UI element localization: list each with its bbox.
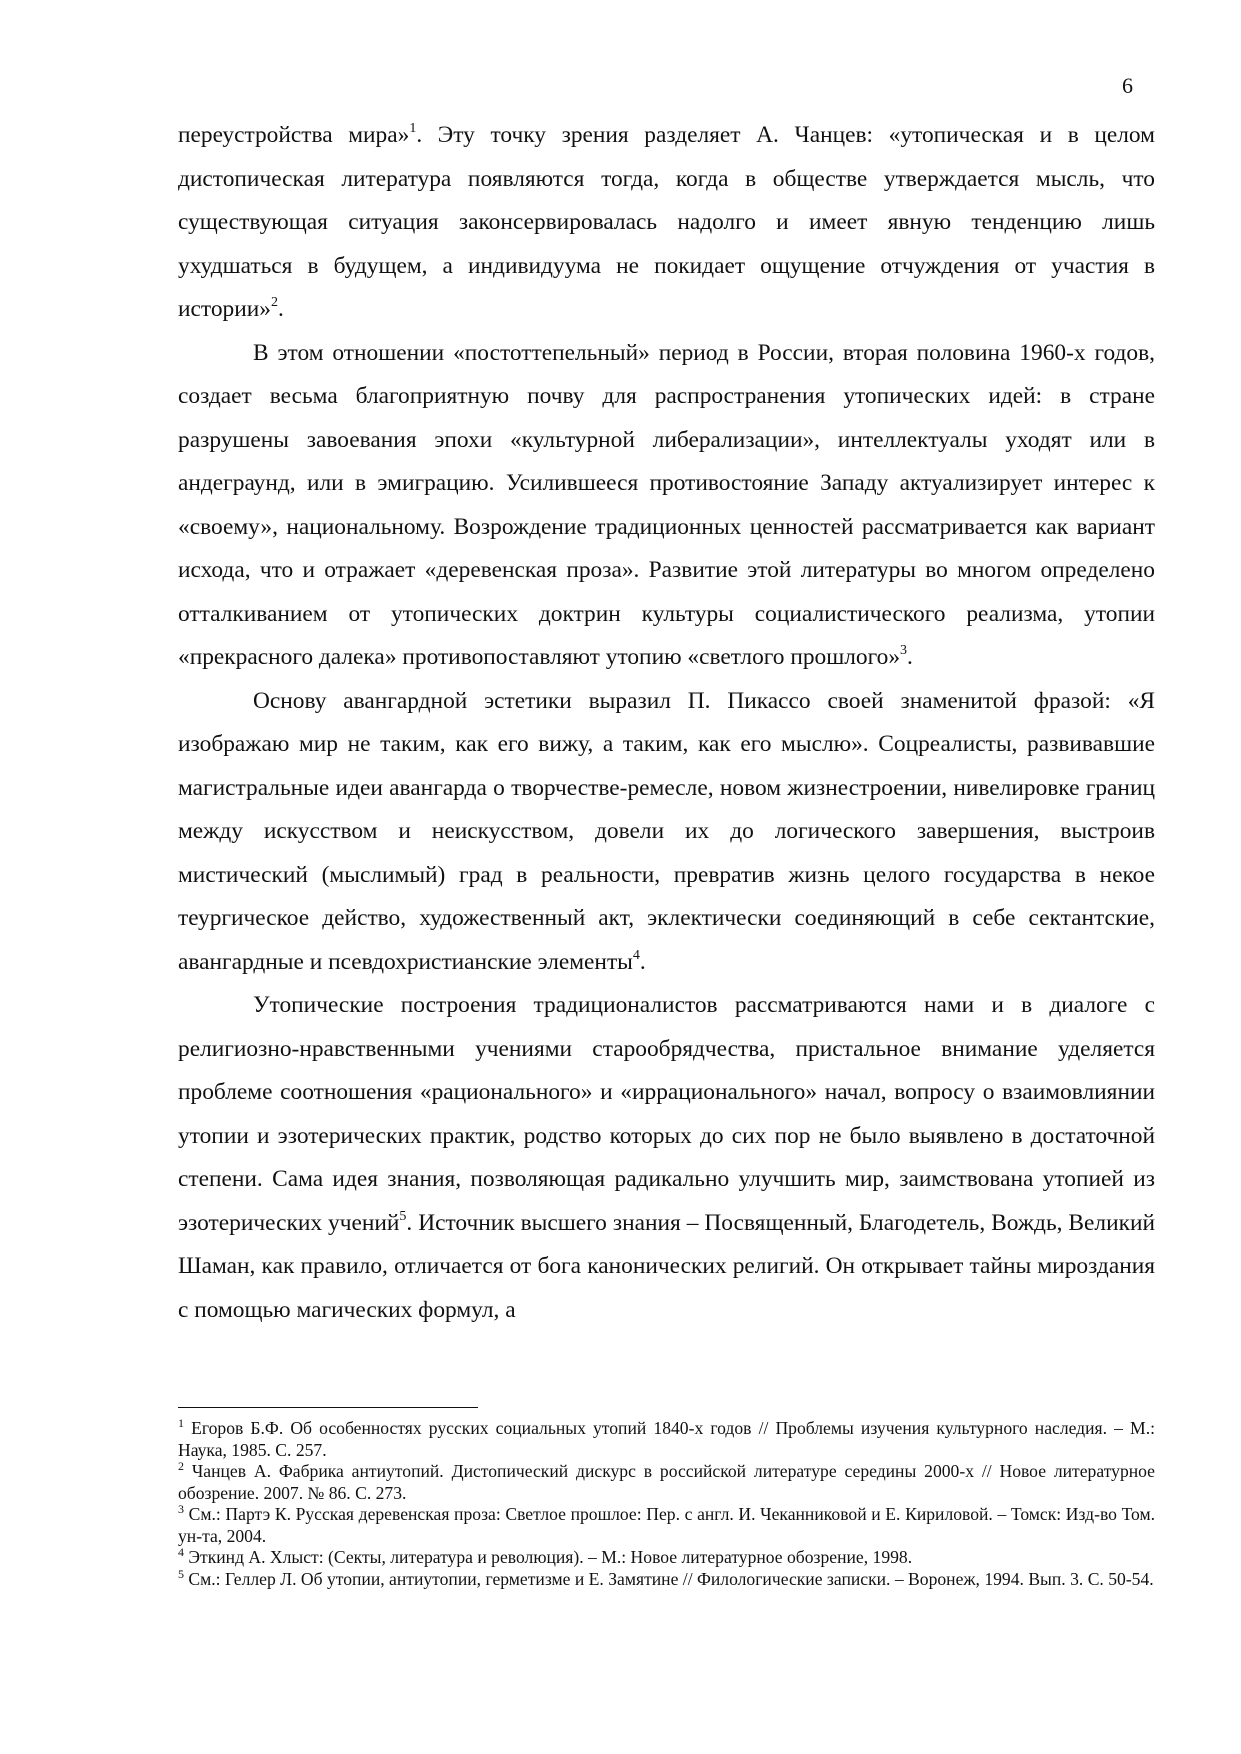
footnote-marker-4: 4 — [178, 1545, 184, 1559]
footnote-marker-3: 3 — [178, 1502, 184, 1516]
footnote-2 — [178, 1461, 1155, 1504]
footnote-ref-5[interactable]: 5 — [399, 1208, 407, 1224]
paragraph-4-text-b: . Источник высшего знания – Посвященный, Благодетель, Вождь, Великий Шаман, как правило, отличается от бога канонических религий. Он открывает тайны мироздания с помощью магических формул, а — [178, 1209, 1155, 1323]
paragraph-2-text-a: В этом отношении «постоттепельный» период в России, вторая половина 1960-х годов, создает весьма благоприятную почву для распространения утопических идей: в стране разрушены завоевания эпохи «культурной либерализации», интеллектуалы уходят или в андеграунд, или в эмиграцию. Усилившееся противостояние Западу актуализирует интерес к «своему», национальному. Возрождение традиционных ценностей рассматривается как вариант исхода, что и отражает «деревенская проза». Развитие этой литературы во многом определено отталкиванием от утопических доктрин культуры социалистического реализма, утопии «прекрасного далека» противопоставляют утопию «светлого прошлого» — [178, 339, 1155, 670]
footnote-5-text: См.: Геллер Л. Об утопии, антиутопии, герметизме и Е. Замятине // Филологические записки. – Воронеж, 1994. Вып. 3. С. 50-54. — [184, 1568, 1154, 1589]
footnote-separator — [178, 1407, 478, 1408]
footnote-4-text: Эткинд А. Хлыст: (Секты, литература и революция). – М.: Новое литературное обозрение, 1998. — [184, 1547, 913, 1567]
paragraph-4-text-a: Утопические построения традиционалистов рассматриваются нами и в диалоге с религиозно-нравственными учениями старообрядчества, пристальное внимание уделяется проблеме соотношения «рационального» и «иррационального» начал, вопросу о взаимовлиянии утопии и эзотерических практик, родство которых до сих пор не было выявлено в достаточной степени. Сама идея знания, позволяющая радикально улучшить мир, заимствована утопией из эзотерических учений — [178, 992, 1155, 1236]
paragraph-2 — [178, 332, 1155, 680]
footnote-ref-2[interactable]: 2 — [270, 295, 278, 310]
paragraph-1-text-a: переустройства мира» — [178, 122, 410, 148]
footnote-ref-3[interactable]: 3 — [900, 643, 908, 658]
footnote-3 — [178, 1504, 1155, 1547]
page-number: 6 — [1122, 73, 1133, 98]
body-text — [178, 114, 1155, 1332]
paragraph-1-text-b: . Эту точку зрения разделяет А. Чанцев: «утопическая и в целом дистопическая литература появляются тогда, когда в обществе утверждается мысль, что существующая ситуация законсервировалась надолго и имеет явную тенденцию лишь ухудшаться в будущем, а индивидуума не покидает ощущение отчуждения от участия в истории» — [178, 122, 1155, 322]
footnote-ref-1[interactable]: 1 — [409, 121, 417, 136]
footnote-3-text: См.: Партэ К. Русская деревенская проза: Светлое прошлое: Пер. с англ. И. Чеканниковой и Е. Кириловой. – Томск: Изд-во Том. ун-та, 2004. — [178, 1504, 1155, 1546]
footnote-2-text: Чанцев А. Фабрика антиутопий. Дистопический дискурс в российской литературе середины 2000-х // Новое литературное обозрение. 2007. № 86. С. 273. — [178, 1461, 1155, 1503]
footnote-4 — [178, 1547, 1155, 1569]
footnote-1 — [178, 1418, 1155, 1461]
footnote-1-text: Егоров Б.Ф. Об особенностях русских социальных утопий 1840-х годов // Проблемы изучения культурного наследия. – М.: Наука, 1985. С. 257. — [178, 1418, 1155, 1460]
paragraph-1-text-c: . — [277, 296, 284, 322]
paragraph-2-text-b: . — [907, 644, 913, 670]
footnote-marker-1: 1 — [178, 1416, 184, 1430]
footnote-5 — [178, 1566, 1155, 1591]
footnote-ref-4[interactable]: 4 — [632, 947, 640, 963]
paragraph-3-text-b: . — [639, 948, 646, 975]
paragraph-4 — [178, 984, 1155, 1332]
paragraph-3-text-a: Основу авангардной эстетики выразил П. Пикассо своей знаменитой фразой: «Я изображаю мир не таким, как его вижу, а таким, как его мыслю». Соцреалисты, развивавшие магистральные идеи авангарда о творчестве-ремесле, новом жизнестроении, нивелировке границ между искусством и неискусством, довели их до логического завершения, выстроив мистический (мыслимый) град в реальности, превратив жизнь целого государства в некое теургическое действо, художественный акт, эклектически соединяющий в себе сектантские, авангардные и псевдохристианские элементы — [178, 687, 1155, 975]
footnote-marker-5: 5 — [178, 1566, 184, 1581]
footnotes — [178, 1418, 1155, 1590]
footnote-marker-2: 2 — [178, 1459, 184, 1473]
paragraph-3 — [178, 680, 1155, 985]
paragraph-1 — [178, 114, 1155, 332]
